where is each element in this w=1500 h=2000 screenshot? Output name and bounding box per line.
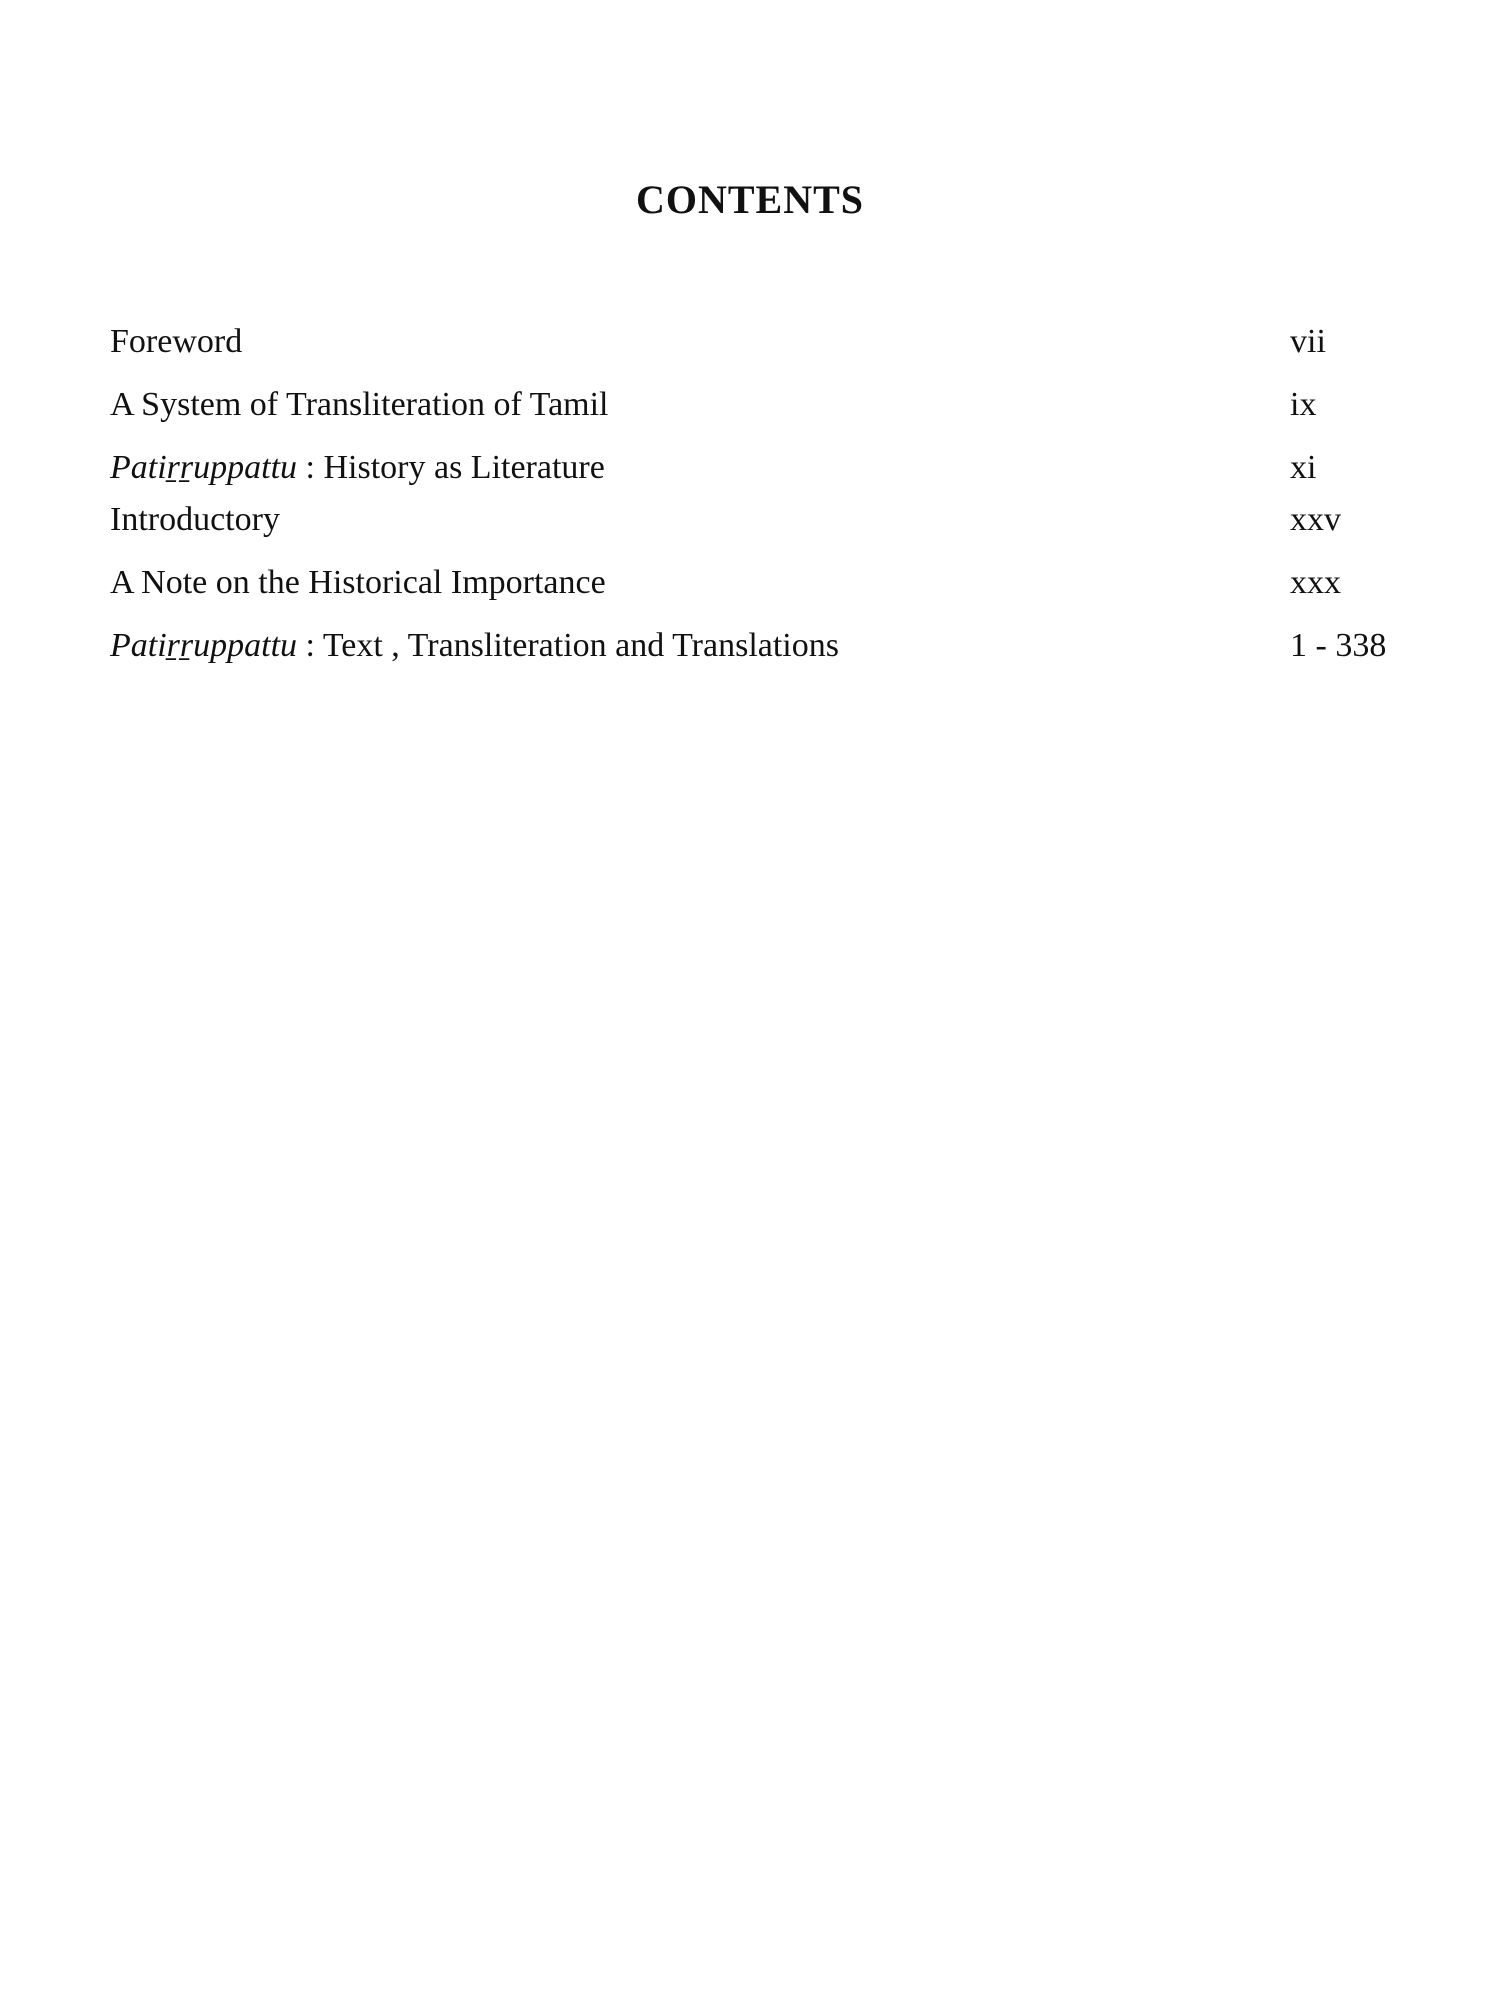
toc-entry-page-number: xxv [1290, 501, 1341, 538]
toc-entry-page-number: xi [1290, 449, 1317, 486]
toc-entry-label [110, 320, 242, 364]
toc-entry-label [110, 383, 609, 427]
toc-entry-page-number: 1 - 338 [1290, 627, 1387, 664]
toc-entry-transliteration-system [110, 383, 1410, 427]
page-title: CONTENTS [635, 177, 865, 222]
toc-entry-italic-title: Patiṟṟuppattu [110, 627, 298, 664]
toc-entry-text: : History as Literature [297, 449, 605, 486]
toc-entry-text: Introductory [110, 501, 280, 538]
toc-entry-text: Foreword [110, 323, 243, 360]
toc-entry-label [110, 561, 606, 605]
toc-entry-historical-importance [110, 561, 1410, 605]
toc-entry-text: A System of Transliteration of Tamil [110, 386, 609, 423]
toc-entry-page-number: vii [1290, 323, 1326, 360]
toc-entry-text: A Note on the Historical Importance [110, 564, 606, 601]
toc-entry-page-number: xxx [1290, 564, 1341, 601]
toc-entry-italic-title: Patiṟṟuppattu [110, 449, 298, 486]
toc-entry-text: : Text , Transliteration and Translations [297, 627, 839, 664]
toc-entry-text-translations [110, 624, 1410, 668]
toc-entry-page-number: ix [1290, 386, 1317, 423]
toc-entry-label [110, 624, 839, 668]
toc-entry-label [110, 498, 280, 542]
toc-entry-history-as-literature [110, 446, 1410, 490]
toc-entry-introductory [110, 498, 1410, 542]
toc-entry-foreword [110, 320, 1410, 364]
toc-entry-label [110, 446, 605, 490]
